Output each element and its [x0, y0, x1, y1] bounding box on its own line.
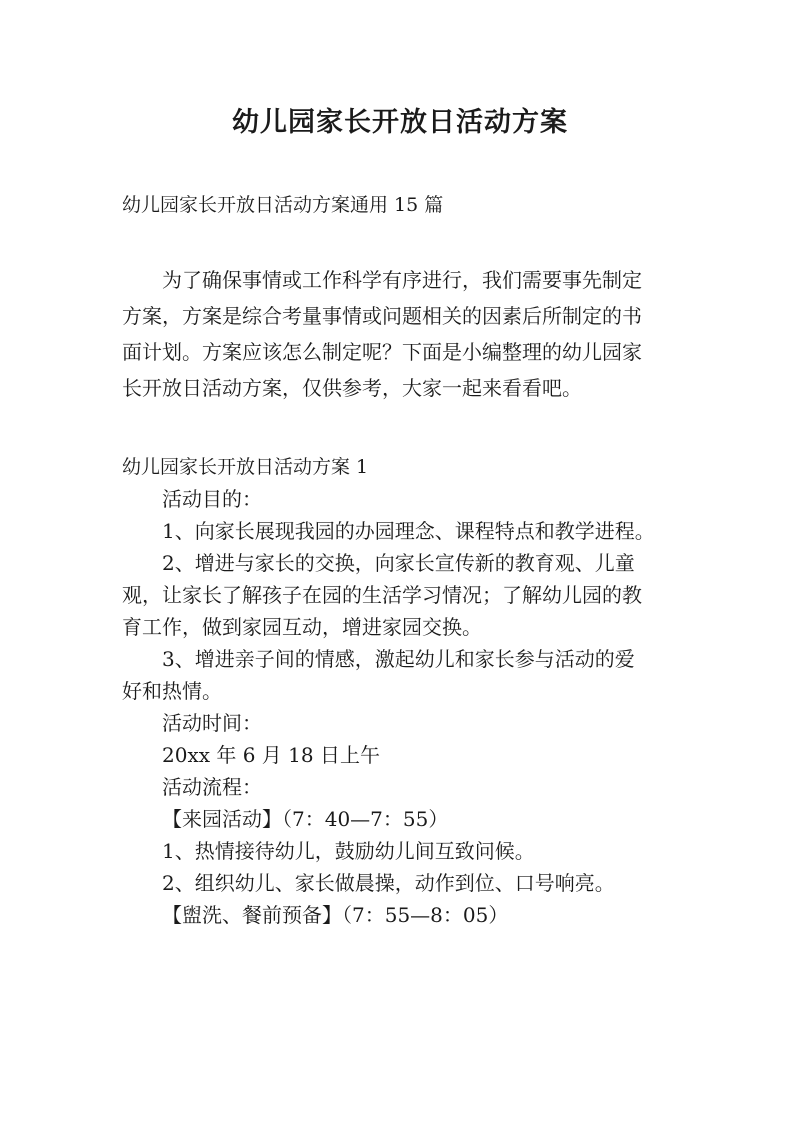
intro-line: 为了确保事情或工作科学有序进行，我们需要事先制定: [162, 268, 642, 292]
section-heading: 幼儿园家长开放日活动方案 1: [122, 456, 369, 478]
body-line: 育工作，做到家园互动，增进家园交换。: [122, 615, 482, 639]
body-line: 1、热情接待幼儿，鼓励幼儿间互致问候。: [162, 839, 535, 863]
document-subtitle: 幼儿园家长开放日活动方案通用 15 篇: [122, 194, 444, 216]
body-line: 2、组织幼儿、家长做晨操，动作到位、口号响亮。: [162, 871, 615, 895]
intro-line: 方案，方案是综合考量事情或问题相关的因素后所制定的书: [122, 304, 642, 328]
body-line: 1、向家长展现我园的办园理念、课程特点和教学进程。: [162, 519, 655, 543]
body-line: 【来园活动】（7：40—7：55）: [162, 807, 449, 831]
body-line: 活动时间：: [162, 711, 262, 735]
body-line: 观，让家长了解孩子在园的生活学习情况；了解幼儿园的教: [122, 583, 642, 607]
body-line: 20xx 年 6 月 18 日上午: [162, 743, 380, 767]
intro-paragraph: [122, 262, 692, 406]
body-line: 2、增进与家长的交换，向家长宣传新的教育观、儿童: [162, 551, 635, 575]
body-line: 活动流程：: [162, 775, 262, 799]
body-line: 【盥洗、餐前预备】（7：55—8：05）: [162, 903, 509, 927]
body-line: 好和热情。: [122, 679, 222, 703]
intro-line: 长开放日活动方案，仅供参考，大家一起来看看吧。: [122, 376, 582, 400]
intro-line: 面计划。方案应该怎么制定呢？下面是小编整理的幼儿园家: [122, 340, 642, 364]
page-title: 幼儿园家长开放日活动方案: [232, 107, 568, 138]
section-1: [122, 451, 712, 931]
body-line: 活动目的：: [162, 487, 262, 511]
body-line: 3、增进亲子间的情感，激起幼儿和家长参与活动的爱: [162, 647, 635, 671]
